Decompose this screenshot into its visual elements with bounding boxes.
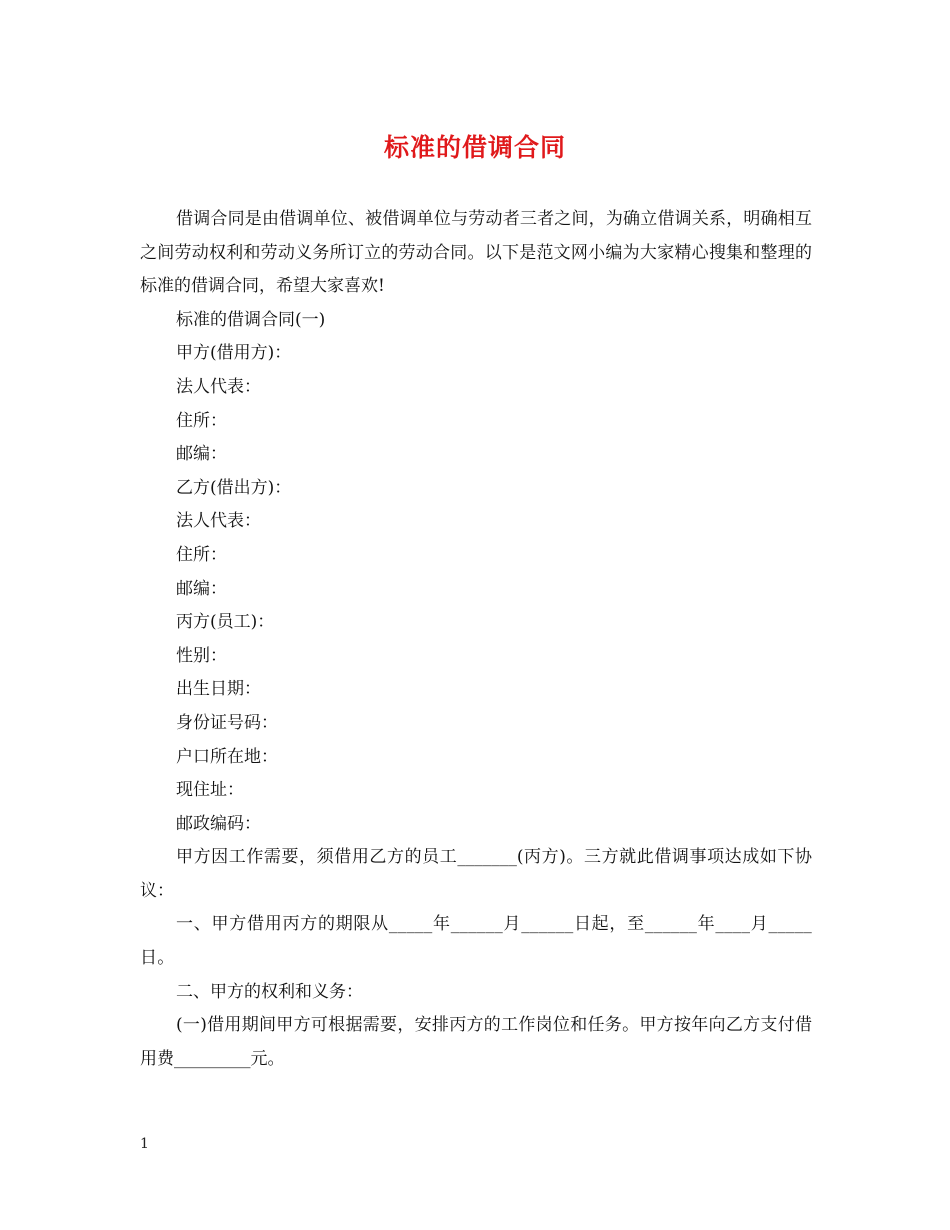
document-body	[140, 203, 812, 1076]
party-c-postal-code: 邮政编码：	[176, 813, 261, 834]
party-c-id-number: 身份证号码：	[176, 712, 278, 733]
party-c-birth-date: 出生日期：	[176, 679, 261, 700]
intro-paragraph: 借调合同是由借调单位、被借调单位与劳动者三者之间，为确立借调关系，明确相互之间劳动权利和劳动义务所订立的劳动合同。以下是范文网小编为大家精心搜集和整理的标准的借调合同，希望大家喜欢!	[140, 209, 812, 297]
agreement-preamble: 甲方因工作需要，须借用乙方的员工_______(丙方)。三方就此借调事项达成如下协议：	[140, 847, 812, 901]
clause-one-term: 一、甲方借用丙方的期限从_____年______月______日起，至______年____月_____日。	[140, 914, 812, 969]
party-a-postcode: 邮编：	[176, 444, 227, 465]
party-a-legal-rep: 法人代表：	[176, 376, 261, 397]
contract-heading: 标准的借调合同(一)	[176, 309, 326, 330]
clause-two-heading: 二、甲方的权利和义务：	[176, 981, 363, 1002]
party-b-line: 乙方(借出方)：	[176, 477, 292, 498]
document-title: 标准的借调合同	[383, 133, 566, 162]
party-a-address: 住所：	[176, 410, 227, 431]
party-b-address: 住所：	[176, 544, 227, 565]
party-b-legal-rep: 法人代表：	[176, 511, 261, 532]
party-c-line: 丙方(员工)：	[176, 612, 275, 633]
party-c-current-address: 现住址：	[176, 780, 244, 801]
party-b-postcode: 邮编：	[176, 578, 227, 599]
page-number: 1	[140, 1136, 149, 1152]
clause-two-item-one: (一)借用期间甲方可根据需要，安排丙方的工作岗位和任务。甲方按年向乙方支付借用费_________元。	[140, 1015, 812, 1069]
party-c-gender: 性别：	[176, 645, 227, 666]
party-a-line: 甲方(借用方)：	[176, 343, 292, 364]
party-c-household-registration: 户口所在地：	[176, 746, 278, 767]
